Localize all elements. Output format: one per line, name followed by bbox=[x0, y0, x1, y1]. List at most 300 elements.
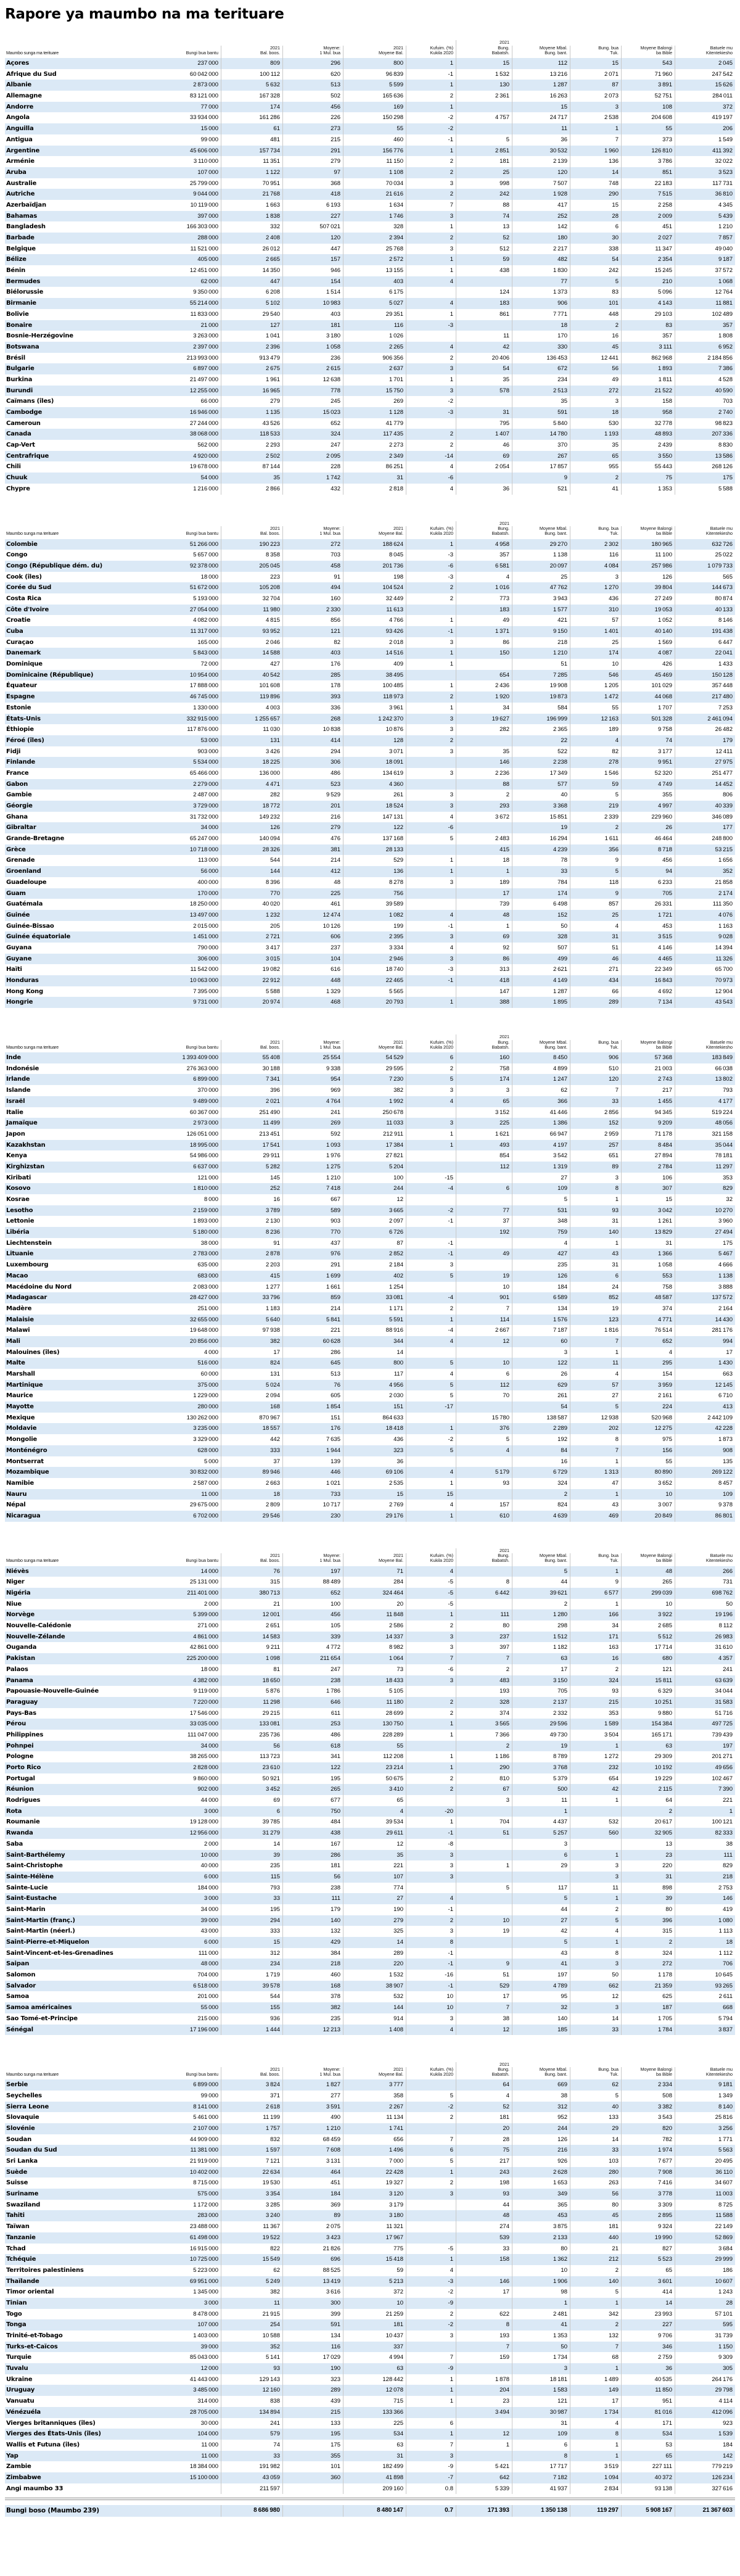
cell-name: Anguilla bbox=[6, 125, 34, 133]
cell-ratio: 1 827 bbox=[282, 2079, 343, 2091]
cell-baptized_2021: 13 bbox=[456, 221, 512, 233]
cell-avg_pioneers: 482 bbox=[512, 254, 570, 265]
cell-name: Bermudes bbox=[6, 278, 41, 285]
cell-bible_studies: 9 209 bbox=[621, 1118, 675, 1129]
cell-baptized_2021: 415 bbox=[456, 844, 512, 856]
cell-congregations: 1 bbox=[570, 2363, 621, 2374]
cell-congregations: 29 bbox=[570, 2123, 621, 2134]
cell-memorial: 53 215 bbox=[675, 844, 735, 856]
cell-bible_studies: 71 178 bbox=[621, 1129, 675, 1140]
cell-avg_2021: 117 435 bbox=[343, 429, 406, 440]
cell-avg_pioneers: 33 bbox=[512, 866, 570, 877]
cell-peak_2021: 213 451 bbox=[221, 1129, 282, 1140]
cell-name: Finlande bbox=[6, 759, 36, 766]
cell-memorial: 11 881 bbox=[675, 298, 735, 309]
cell-avg_pioneers: 521 bbox=[512, 484, 570, 495]
cell-name: Macao bbox=[6, 1272, 28, 1279]
cell-congregations: 906 bbox=[570, 1052, 621, 1063]
cell-congregations: 1 bbox=[570, 2440, 621, 2451]
cell-name: Papouasie-Nouvelle-Guinée bbox=[6, 1688, 99, 1695]
cell-peak_2021: 3 452 bbox=[221, 1784, 282, 1795]
cell-bible_studies: 204 608 bbox=[621, 112, 675, 123]
cell-bible_studies: 6 329 bbox=[621, 1686, 675, 1697]
cell-memorial: 197 bbox=[675, 1741, 735, 1752]
column-header-ratio: Moyene: 1 Mul. bua bbox=[282, 2067, 343, 2079]
table-row bbox=[5, 2396, 735, 2407]
cell-memorial: 8 830 bbox=[675, 440, 735, 451]
cell-avg_pioneers: 11 bbox=[512, 123, 570, 134]
cell-congregations: 59 bbox=[570, 779, 621, 790]
cell-avg_2021: 228 289 bbox=[343, 1730, 406, 1741]
cell-population: 27 054 000 bbox=[189, 606, 218, 613]
cell-avg_pioneers: 370 bbox=[512, 440, 570, 451]
cell-bible_studies: 307 bbox=[621, 1183, 675, 1194]
column-header-name: Maumbo sunga ma terituare bbox=[6, 1044, 59, 1050]
cell-bible_studies: 2 743 bbox=[621, 1074, 675, 1085]
table-row bbox=[5, 178, 735, 189]
cell-congregations bbox=[570, 1806, 621, 1817]
cell-ratio: 286 bbox=[282, 1347, 343, 1358]
cell-name: Norvège bbox=[6, 1611, 35, 1619]
cell-bible_studies: 13 829 bbox=[621, 1227, 675, 1238]
cell-memorial: 32 022 bbox=[675, 156, 735, 167]
cell-ratio: 384 bbox=[282, 1948, 343, 1959]
cell-avg_pioneers: 29 596 bbox=[512, 1719, 570, 1730]
cell-name: Cap-Vert bbox=[6, 442, 35, 449]
cell-ratio: 1 514 bbox=[282, 287, 343, 298]
cell-name: Pohnpei bbox=[6, 1742, 34, 1749]
cell-ratio: 856 bbox=[282, 615, 343, 626]
cell-peak_2021: 234 bbox=[221, 1959, 282, 1970]
cell-memorial: 5 467 bbox=[675, 1249, 735, 1260]
cell-bible_studies: 4 146 bbox=[621, 943, 675, 954]
cell-name: Vierges britanniques (îles) bbox=[6, 2419, 96, 2427]
cell-baptized_2021: 2 361 bbox=[456, 91, 512, 102]
cell-name: Curaçao bbox=[6, 638, 34, 646]
table-row bbox=[5, 1347, 735, 1358]
cell-congregations: 1 960 bbox=[570, 146, 621, 157]
cell-bible_studies: 31 bbox=[621, 1238, 675, 1249]
cell-pct_incr: 2 bbox=[406, 1773, 456, 1785]
cell-baptized_2021: 2 851 bbox=[456, 146, 512, 157]
cell-bible_studies: 31 bbox=[621, 1872, 675, 1883]
cell-baptized_2021: 274 bbox=[456, 2221, 512, 2232]
cell-avg_2021: 1 532 bbox=[343, 1970, 406, 1981]
column-header-congregations: Bung. bua Tuk. bbox=[570, 1553, 621, 1566]
cell-pct_incr: 5 bbox=[406, 1074, 456, 1085]
cell-baptized_2021: 48 bbox=[456, 910, 512, 921]
cell-ratio: 9 338 bbox=[282, 1063, 343, 1075]
cell-name: Sierra Leone bbox=[6, 2103, 49, 2110]
cell-population: 60 042 000 bbox=[189, 70, 218, 78]
table-row bbox=[5, 1566, 735, 1577]
cell-avg_2021: 199 bbox=[343, 921, 406, 932]
cell-baptized_2021: 418 bbox=[456, 975, 512, 986]
cell-pct_incr: 4 bbox=[406, 812, 456, 823]
cell-peak_2021: 3 426 bbox=[221, 746, 282, 758]
table-row bbox=[5, 2079, 735, 2091]
cell-peak_2021: 2 675 bbox=[221, 363, 282, 374]
table-row bbox=[5, 1402, 735, 1413]
cell-name: Burundi bbox=[6, 387, 33, 394]
cell-ratio: 355 bbox=[282, 2451, 343, 2462]
cell-peak_2021: 89 946 bbox=[221, 1467, 282, 1478]
cell-memorial: 29 999 bbox=[675, 2254, 735, 2265]
cell-congregations: 280 bbox=[570, 2167, 621, 2178]
cell-baptized_2021: 69 bbox=[456, 451, 512, 462]
cell-pct_incr: 1 bbox=[406, 1719, 456, 1730]
cell-avg_2021: 8 982 bbox=[343, 1642, 406, 1653]
cell-pct_incr: 6 bbox=[406, 1052, 456, 1063]
cell-congregations: 1 094 bbox=[570, 2472, 621, 2483]
cell-ratio: 502 bbox=[282, 91, 343, 102]
cell-congregations: 3 519 bbox=[570, 2461, 621, 2472]
cell-bible_studies: 534 bbox=[621, 2429, 675, 2440]
cell-bible_studies: 21 522 bbox=[621, 386, 675, 397]
cell-ratio: 100 bbox=[282, 1599, 343, 1610]
cell-baptized_2021: 181 bbox=[456, 2112, 512, 2123]
cell-peak_2021: 74 bbox=[221, 2440, 282, 2451]
cell-memorial: 31 610 bbox=[675, 1642, 735, 1653]
cell-congregations: 66 bbox=[570, 986, 621, 997]
cell-name: Belgique bbox=[6, 245, 36, 252]
cell-name: Brésil bbox=[6, 354, 25, 361]
cell-pct_incr: -4 bbox=[406, 1325, 456, 1336]
cell-name: Sri Lanka bbox=[6, 2158, 38, 2165]
cell-congregations: 33 bbox=[570, 2025, 621, 2036]
table-row bbox=[5, 1893, 735, 1904]
cell-baptized_2021: 19 bbox=[456, 1926, 512, 1937]
cell-memorial: 2 740 bbox=[675, 407, 735, 418]
cell-baptized_2021: 290 bbox=[456, 1762, 512, 1773]
table-row bbox=[5, 1937, 735, 1948]
cell-ratio: 468 bbox=[282, 997, 343, 1008]
cell-peak_2021: 5 632 bbox=[221, 80, 282, 91]
cell-congregations: 5 bbox=[570, 2287, 621, 2298]
cell-avg_2021: 54 529 bbox=[343, 1052, 406, 1063]
cell-congregations: 8 bbox=[570, 1948, 621, 1959]
cell-memorial: 8 140 bbox=[675, 2102, 735, 2113]
table-row bbox=[5, 2342, 735, 2353]
cell-population: 55 000 bbox=[200, 2004, 218, 2012]
cell-avg_pioneers: 705 bbox=[512, 1686, 570, 1697]
cell-baptized_2021: 2 236 bbox=[456, 768, 512, 779]
cell-avg_2021: 5 105 bbox=[343, 1686, 406, 1697]
cell-name: Espagne bbox=[6, 693, 35, 701]
cell-population: 15 000 bbox=[200, 125, 218, 133]
cell-avg_2021: 209 160 bbox=[343, 2483, 406, 2495]
cell-peak_2021: 1 122 bbox=[221, 167, 282, 178]
cell-bible_studies: 29 103 bbox=[621, 309, 675, 320]
cell-avg_pioneers: 41 bbox=[512, 2319, 570, 2330]
cell-avg_2021: 1 254 bbox=[343, 1282, 406, 1293]
table-row bbox=[5, 244, 735, 255]
cell-name: Nouvelle-Calédonie bbox=[6, 1622, 72, 1630]
cell-baptized_2021: 204 bbox=[456, 2385, 512, 2396]
cell-avg_pioneers: 324 bbox=[512, 1478, 570, 1489]
cell-ratio: 5 841 bbox=[282, 1315, 343, 1326]
cell-baptized_2021: 610 bbox=[456, 1511, 512, 1522]
cell-peak_2021: 97 938 bbox=[221, 1325, 282, 1336]
cell-ratio: 448 bbox=[282, 975, 343, 986]
cell-peak_2021: 21 bbox=[221, 1599, 282, 1610]
cell-avg_2021: 156 776 bbox=[343, 146, 406, 157]
cell-avg_pioneers: 252 bbox=[512, 211, 570, 222]
cell-ratio: 48 bbox=[282, 877, 343, 888]
cell-peak_2021: 936 bbox=[221, 2013, 282, 2025]
cell-ratio: 215 bbox=[282, 134, 343, 146]
cell-pct_incr: 4 bbox=[406, 1096, 456, 1107]
cell-memorial: 9 309 bbox=[675, 2352, 735, 2363]
cell-memorial: 353 bbox=[675, 1173, 735, 1184]
cell-ratio: 484 bbox=[282, 1817, 343, 1828]
cell-population: 38 000 bbox=[200, 1239, 218, 1247]
cell-pct_incr bbox=[406, 418, 456, 429]
cell-population: 4 920 000 bbox=[193, 452, 218, 460]
cell-avg_2021: 1 408 bbox=[343, 2025, 406, 2036]
cell-pct_incr: 1 bbox=[406, 855, 456, 866]
cell-peak_2021: 161 286 bbox=[221, 112, 282, 123]
cell-name: Inde bbox=[6, 1054, 21, 1062]
cell-name: Guinée-Bissao bbox=[6, 922, 54, 930]
cell-avg_pioneers: 196 999 bbox=[512, 714, 570, 725]
cell-name: Açores bbox=[6, 60, 30, 67]
cell-memorial: 2 461 094 bbox=[675, 714, 735, 725]
cell-population: 72 000 bbox=[200, 661, 218, 668]
cell-bible_studies: 106 bbox=[621, 1173, 675, 1184]
cell-memorial: 21 367 603 bbox=[675, 2505, 735, 2517]
cell-baptized_2021: 111 bbox=[456, 1609, 512, 1620]
cell-memorial: 1 771 bbox=[675, 2134, 735, 2145]
cell-name: Tchéquie bbox=[6, 2256, 36, 2263]
cell-pct_incr: 2 bbox=[406, 2178, 456, 2189]
cell-peak_2021: 371 bbox=[221, 2091, 282, 2102]
cell-congregations: 5 bbox=[570, 276, 621, 287]
cell-ratio: 216 bbox=[282, 812, 343, 823]
table-row bbox=[5, 1260, 735, 1271]
cell-congregations: 852 bbox=[570, 1292, 621, 1303]
cell-population: 10 718 000 bbox=[189, 846, 218, 853]
table-row bbox=[5, 2374, 735, 2385]
cell-ratio: 2 095 bbox=[282, 451, 343, 462]
cell-memorial: 1 080 bbox=[675, 1915, 735, 1926]
cell-peak_2021: 4 815 bbox=[221, 615, 282, 626]
cell-avg_2021: 25 768 bbox=[343, 244, 406, 255]
cell-peak_2021: 4 003 bbox=[221, 703, 282, 714]
column-header-baptized_2021: 2021 Bung. Babatsh. bbox=[456, 521, 512, 539]
cell-bible_studies: 36 bbox=[621, 2363, 675, 2374]
cell-pct_incr: 5 bbox=[406, 1358, 456, 1369]
cell-ratio: 618 bbox=[282, 1741, 343, 1752]
cell-bible_studies: 501 328 bbox=[621, 714, 675, 725]
cell-bible_studies: 7 515 bbox=[621, 189, 675, 200]
cell-bible_studies: 1 707 bbox=[621, 703, 675, 714]
cell-baptized_2021 bbox=[456, 320, 512, 331]
table-row bbox=[5, 233, 735, 244]
cell-bible_studies: 324 bbox=[621, 1948, 675, 1959]
cell-avg_pioneers: 197 bbox=[512, 1970, 570, 1981]
cell-memorial: 51 716 bbox=[675, 1708, 735, 1719]
cell-baptized_2021: 388 bbox=[456, 997, 512, 1008]
cell-congregations: 2 071 bbox=[570, 69, 621, 80]
table-row bbox=[5, 1500, 735, 1511]
cell-avg_2021: 864 633 bbox=[343, 1413, 406, 1424]
cell-avg_pioneers: 2 bbox=[512, 1489, 570, 1500]
cell-ratio: 341 bbox=[282, 1751, 343, 1762]
cell-memorial: 7 390 bbox=[675, 1784, 735, 1795]
cell-pct_incr bbox=[406, 844, 456, 856]
cell-baptized_2021: 12 bbox=[456, 1336, 512, 1347]
table-row bbox=[5, 2418, 735, 2429]
table-row bbox=[5, 855, 735, 866]
cell-peak_2021: 6 208 bbox=[221, 287, 282, 298]
table-row bbox=[5, 112, 735, 123]
cell-memorial: 207 336 bbox=[675, 429, 735, 440]
cell-ratio: 1 058 bbox=[282, 342, 343, 353]
cell-bible_studies: 357 bbox=[621, 331, 675, 342]
cell-population: 42 861 000 bbox=[189, 1644, 218, 1651]
cell-memorial: 419 197 bbox=[675, 112, 735, 123]
cell-congregations: 45 bbox=[570, 2210, 621, 2221]
cell-bible_studies: 227 bbox=[621, 2319, 675, 2330]
cell-pct_incr: 2 bbox=[406, 1915, 456, 1926]
cell-ratio: 89 bbox=[282, 2210, 343, 2221]
cell-baptized_2021: 237 bbox=[456, 1632, 512, 1643]
cell-memorial: 1 113 bbox=[675, 1926, 735, 1937]
cell-avg_pioneers: 3 368 bbox=[512, 801, 570, 812]
cell-name: Sainte-Hélène bbox=[6, 1873, 54, 1880]
cell-congregations: 80 bbox=[570, 2200, 621, 2211]
cell-baptized_2021: 86 bbox=[456, 954, 512, 965]
table-row bbox=[5, 2461, 735, 2472]
cell-ratio: 456 bbox=[282, 1609, 343, 1620]
cell-name: Vierges des États-Unis (îles) bbox=[6, 2430, 101, 2438]
cell-peak_2021: 6 bbox=[221, 1806, 282, 1817]
cell-baptized_2021: 1 bbox=[456, 866, 512, 877]
cell-bible_studies: 3 778 bbox=[621, 2189, 675, 2200]
cell-peak_2021: 17 bbox=[221, 1347, 282, 1358]
cell-population: 107 000 bbox=[197, 168, 218, 176]
cell-peak_2021: 8 358 bbox=[221, 550, 282, 561]
cell-peak_2021: 279 bbox=[221, 396, 282, 407]
cell-memorial: 264 176 bbox=[675, 2374, 735, 2385]
cell-congregations: 1 bbox=[570, 123, 621, 134]
cell-name: Uruguay bbox=[6, 2387, 35, 2394]
cell-bible_studies: 4 465 bbox=[621, 954, 675, 965]
column-header-avg_pioneers: Moyene Mbal. Bung. bant. bbox=[512, 46, 570, 58]
cell-ratio: 228 bbox=[282, 461, 343, 473]
cell-ratio: 513 bbox=[282, 80, 343, 91]
cell-peak_2021: 5 588 bbox=[221, 986, 282, 997]
cell-pct_incr: 6 bbox=[406, 2418, 456, 2429]
cell-baptized_2021 bbox=[456, 2451, 512, 2462]
cell-bible_studies: 9 758 bbox=[621, 724, 675, 735]
cell-population: 16 946 000 bbox=[189, 409, 218, 416]
cell-population: 2 015 000 bbox=[193, 922, 218, 930]
cell-name: Guyane bbox=[6, 955, 32, 962]
table-row bbox=[5, 2134, 735, 2145]
cell-congregations: 2 bbox=[570, 1904, 621, 1915]
cell-memorial: 14 394 bbox=[675, 943, 735, 954]
cell-peak_2021: 2 809 bbox=[221, 1500, 282, 1511]
cell-pct_incr: 5 bbox=[406, 1445, 456, 1456]
cell-ratio: 300 bbox=[282, 2298, 343, 2309]
cell-population: 51 672 000 bbox=[189, 584, 218, 592]
cell-congregations: 257 bbox=[570, 1140, 621, 1151]
cell-memorial: 142 bbox=[675, 2451, 735, 2462]
table-row bbox=[5, 986, 735, 997]
cell-avg_pioneers: 19 908 bbox=[512, 680, 570, 691]
cell-avg_2021: 198 bbox=[343, 572, 406, 583]
cell-memorial: 218 bbox=[675, 1872, 735, 1883]
cell-bible_studies: 158 bbox=[621, 396, 675, 407]
cell-population: 62 000 bbox=[200, 278, 218, 285]
table-row bbox=[5, 287, 735, 298]
cell-congregations: 119 297 bbox=[570, 2505, 621, 2517]
cell-memorial: 28 bbox=[675, 2298, 735, 2309]
cell-avg_pioneers: 522 bbox=[512, 746, 570, 758]
cell-peak_2021: 18 225 bbox=[221, 757, 282, 768]
cell-peak_2021: 9 211 bbox=[221, 1642, 282, 1653]
cell-memorial: 34 607 bbox=[675, 2178, 735, 2189]
cell-pct_incr: 1 bbox=[406, 2167, 456, 2178]
cell-peak_2021: 333 bbox=[221, 1445, 282, 1456]
cell-ratio: 111 bbox=[282, 1893, 343, 1904]
cell-population: 184 000 bbox=[197, 1884, 218, 1891]
cell-avg_pioneers: 1 928 bbox=[512, 189, 570, 200]
cell-ratio: 105 bbox=[282, 1620, 343, 1632]
table-row bbox=[5, 407, 735, 418]
cell-memorial: 806 bbox=[675, 790, 735, 801]
cell-population: 28 427 000 bbox=[189, 1294, 218, 1302]
cell-peak_2021: 21 768 bbox=[221, 189, 282, 200]
cell-peak_2021: 913 479 bbox=[221, 353, 282, 364]
cell-memorial: 247 542 bbox=[675, 69, 735, 80]
cell-ratio: 235 bbox=[282, 2013, 343, 2025]
cell-peak_2021: 4 471 bbox=[221, 779, 282, 790]
cell-name: Mayotte bbox=[6, 1403, 34, 1411]
cell-bible_studies: 1 893 bbox=[621, 363, 675, 374]
table-row bbox=[5, 1860, 735, 1872]
cell-avg_pioneers: 1 583 bbox=[512, 2385, 570, 2396]
cell-avg_2021: 1 746 bbox=[343, 211, 406, 222]
cell-congregations: 149 bbox=[570, 2385, 621, 2396]
cell-population: 3 110 000 bbox=[193, 158, 218, 165]
cell-congregations: 1 272 bbox=[570, 1751, 621, 1762]
cell-peak_2021: 5 876 bbox=[221, 1686, 282, 1697]
cell-ratio: 176 bbox=[282, 659, 343, 670]
cell-bible_studies: 39 bbox=[621, 1893, 675, 1904]
table-row bbox=[5, 2232, 735, 2244]
cell-peak_2021: 1 098 bbox=[221, 1653, 282, 1664]
cell-baptized_2021: 654 bbox=[456, 670, 512, 681]
cell-pct_incr bbox=[406, 670, 456, 681]
cell-ratio: 476 bbox=[282, 833, 343, 844]
cell-population: 201 000 bbox=[197, 1993, 218, 2000]
cell-population: 44 000 bbox=[200, 1797, 218, 1804]
cell-name: Bahamas bbox=[6, 212, 37, 220]
cell-pct_incr: 2 bbox=[406, 1620, 456, 1632]
cell-bible_studies: 543 bbox=[621, 58, 675, 69]
cell-baptized_2021: 130 bbox=[456, 80, 512, 91]
cell-memorial: 413 bbox=[675, 1402, 735, 1413]
cell-population: 18 000 bbox=[200, 1666, 218, 1673]
cell-name: Tanzanie bbox=[6, 2234, 36, 2241]
cell-congregations: 9 bbox=[570, 888, 621, 899]
cell-ratio: 134 bbox=[282, 2330, 343, 2342]
cell-ratio: 451 bbox=[282, 2178, 343, 2189]
cell-name: Moldavie bbox=[6, 1425, 37, 1432]
